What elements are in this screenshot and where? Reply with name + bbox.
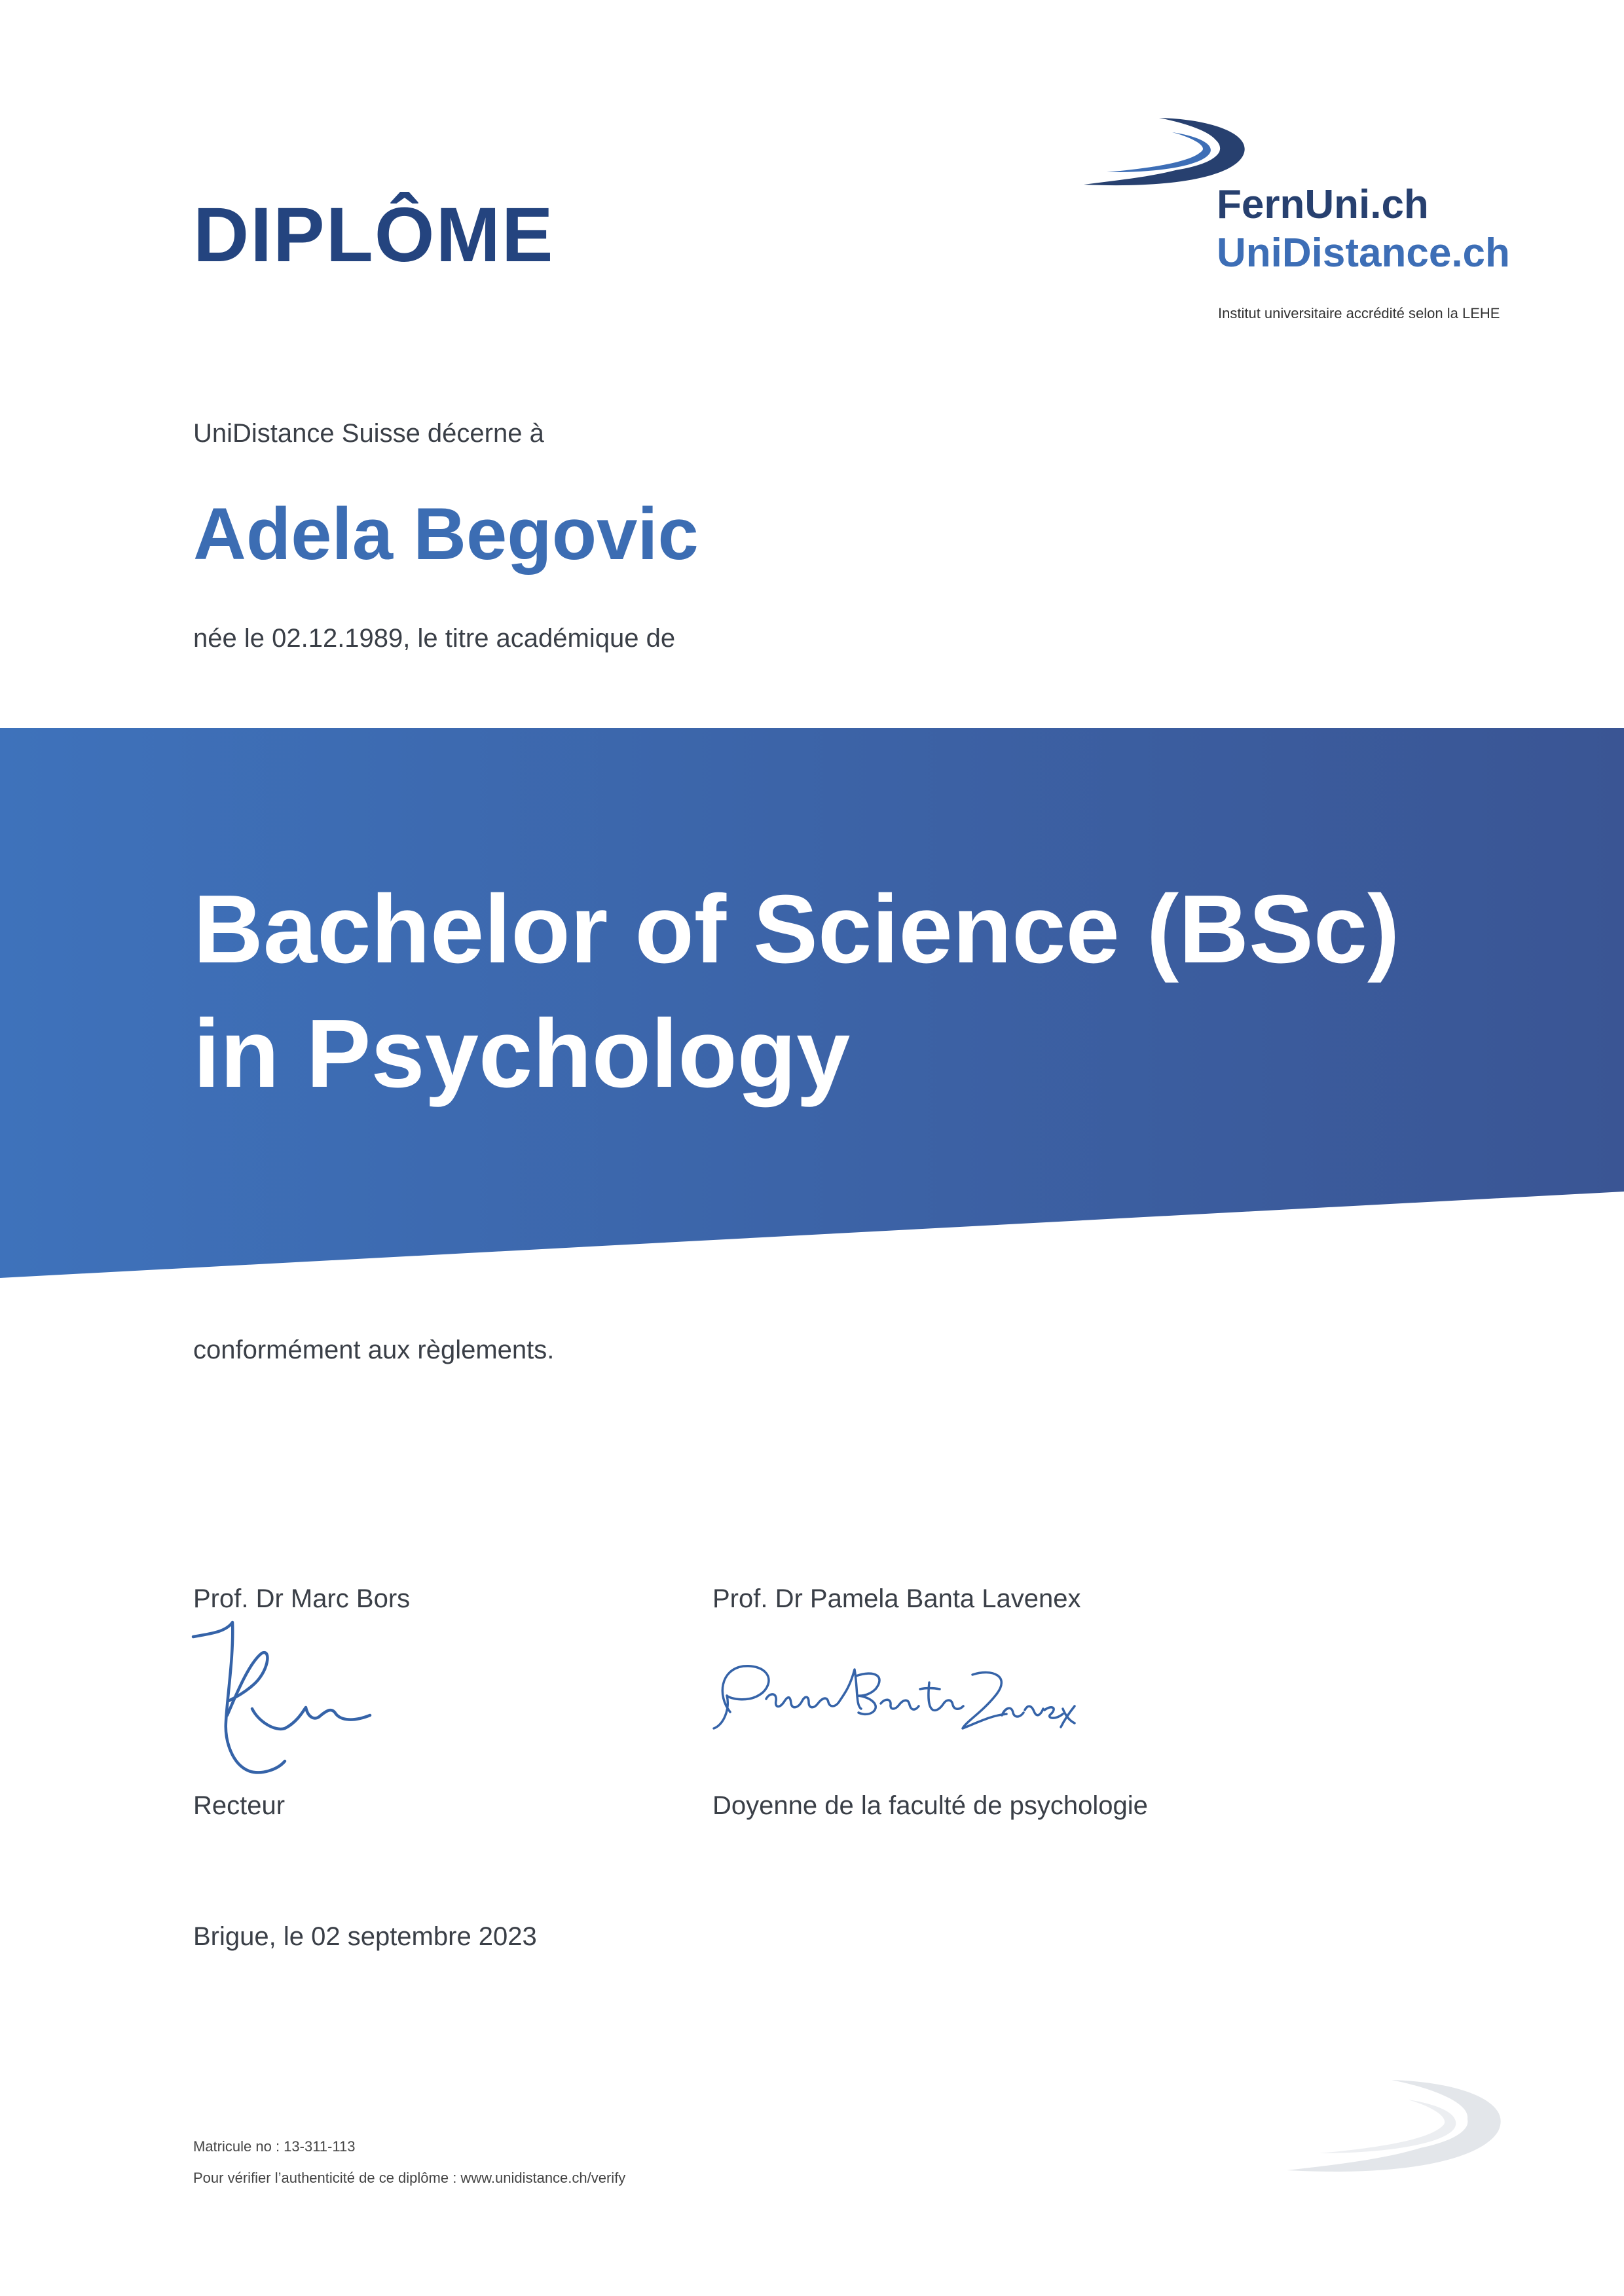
signatory-role-dean: Doyenne de la faculté de psychologie	[712, 1791, 1148, 1820]
watermark-swoosh-icon	[1283, 2072, 1513, 2183]
conformity-statement: conformément aux règlements.	[193, 1336, 555, 1364]
signatory-name-rector: Prof. Dr Marc Bors	[193, 1584, 411, 1613]
page-title: DIPLÔME	[193, 192, 555, 278]
brand-fernuni: FernUni.ch	[1217, 182, 1429, 227]
place-date: Brigue, le 02 septembre 2023	[193, 1922, 537, 1951]
rector-signature-icon	[187, 1617, 383, 1781]
dean-signature-icon	[704, 1650, 1077, 1748]
recipient-name: Adela Begovic	[193, 493, 699, 575]
signatory-role-rector: Recteur	[193, 1791, 286, 1820]
matricule-number: Matricule no : 13-311-113	[193, 2138, 356, 2155]
brand-unidistance: UniDistance.ch	[1217, 230, 1510, 276]
degree-title-line2: in Psychology	[193, 1000, 851, 1108]
verification-note: Pour vérifier l’authenticité de ce diplôme : www.unidistance.ch/verify	[193, 2170, 626, 2186]
degree-title-line1: Bachelor of Science (BSc)	[193, 875, 1400, 983]
birth-line: née le 02.12.1989, le titre académique de	[193, 624, 676, 653]
brand-subtitle: Institut universitaire accrédité selon la LEHE	[1218, 305, 1500, 321]
signatory-name-dean: Prof. Dr Pamela Banta Lavenex	[712, 1584, 1081, 1613]
award-intro: UniDistance Suisse décerne à	[193, 419, 544, 448]
degree-title	[193, 867, 1568, 1116]
